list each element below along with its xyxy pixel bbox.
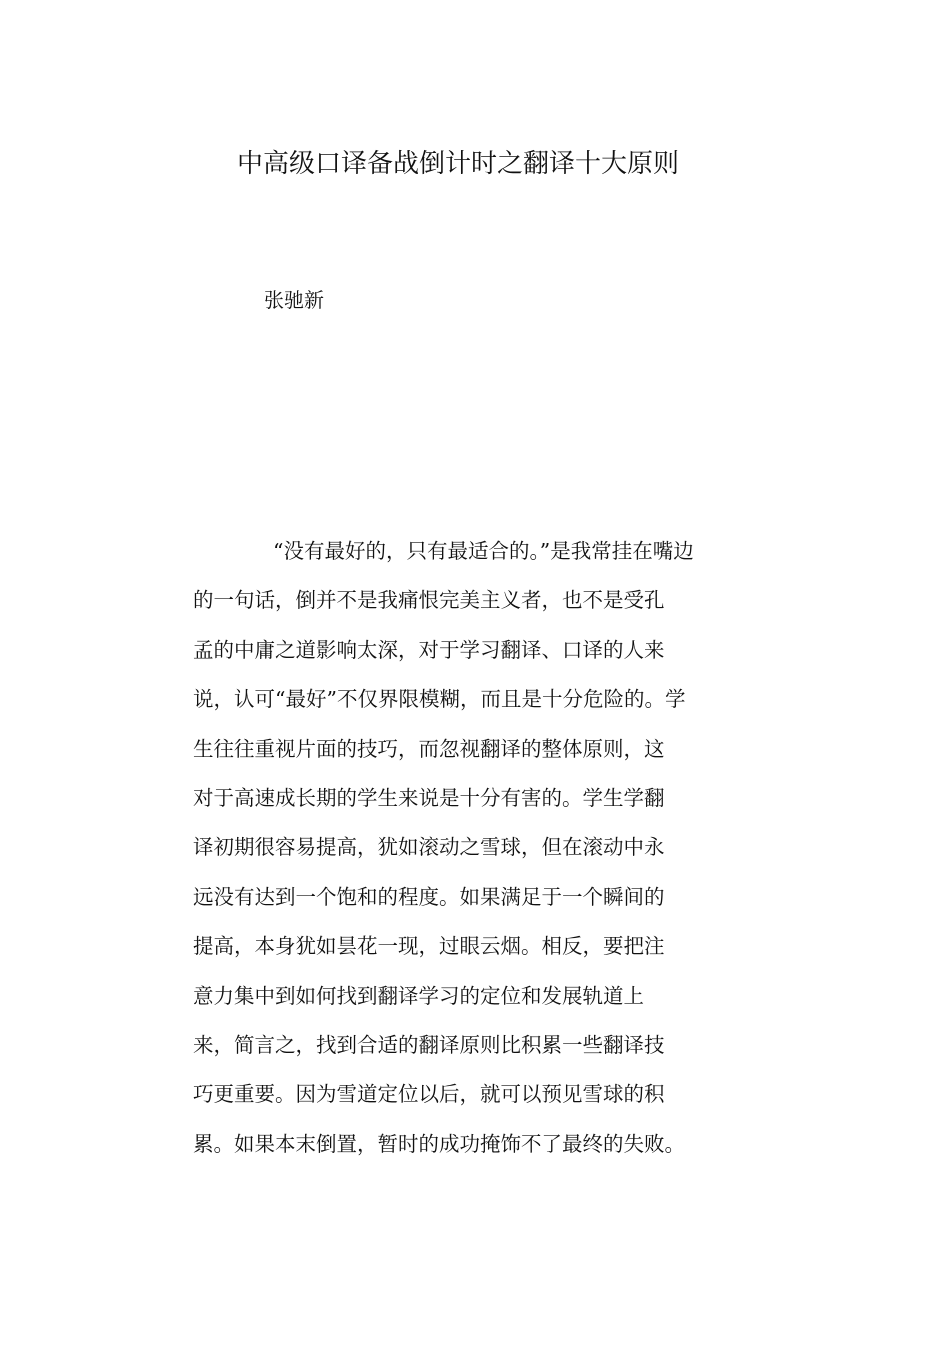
paragraph-line: 的一句话，倒并不是我痛恨完美主义者，也不是受孔 xyxy=(193,588,665,613)
paragraph-line: 孟的中庸之道影响太深，对于学习翻译、口译的人来 xyxy=(193,637,665,662)
paragraph-line: “没有最好的，只有最适合的。”是我常挂在嘴边 xyxy=(273,539,694,563)
paragraph-line: 提高，本身犹如昙花一现，过眼云烟。相反，要把注 xyxy=(193,934,665,959)
author-name: 张驰新 xyxy=(264,288,324,312)
paragraph-line: 说，认可“最好”不仅界限模糊，而且是十分危险的。学 xyxy=(193,687,686,712)
paragraph-line: 生往往重视片面的技巧，而忽视翻译的整体原则，这 xyxy=(193,736,665,761)
body-paragraph xyxy=(193,531,793,1173)
paragraph-line: 意力集中到如何找到翻译学习的定位和发展轨道上 xyxy=(193,983,644,1008)
document-title: 中高级口译备战倒计时之翻译十大原则 xyxy=(236,149,679,179)
paragraph-line: 巧更重要。因为雪道定位以后，就可以预见雪球的积 xyxy=(193,1082,665,1107)
paragraph-line: 远没有达到一个饱和的程度。如果满足于一个瞬间的 xyxy=(193,884,665,909)
paragraph-line: 对于高速成长期的学生来说是十分有害的。学生学翻 xyxy=(193,785,665,810)
paragraph-line: 译初期很容易提高，犹如滚动之雪球，但在滚动中永 xyxy=(193,835,665,860)
paragraph-line: 累。如果本末倒置，暂时的成功掩饰不了最终的失败。 xyxy=(193,1131,685,1156)
paragraph-line: 来，简言之，找到合适的翻译原则比积累一些翻译技 xyxy=(193,1032,665,1057)
